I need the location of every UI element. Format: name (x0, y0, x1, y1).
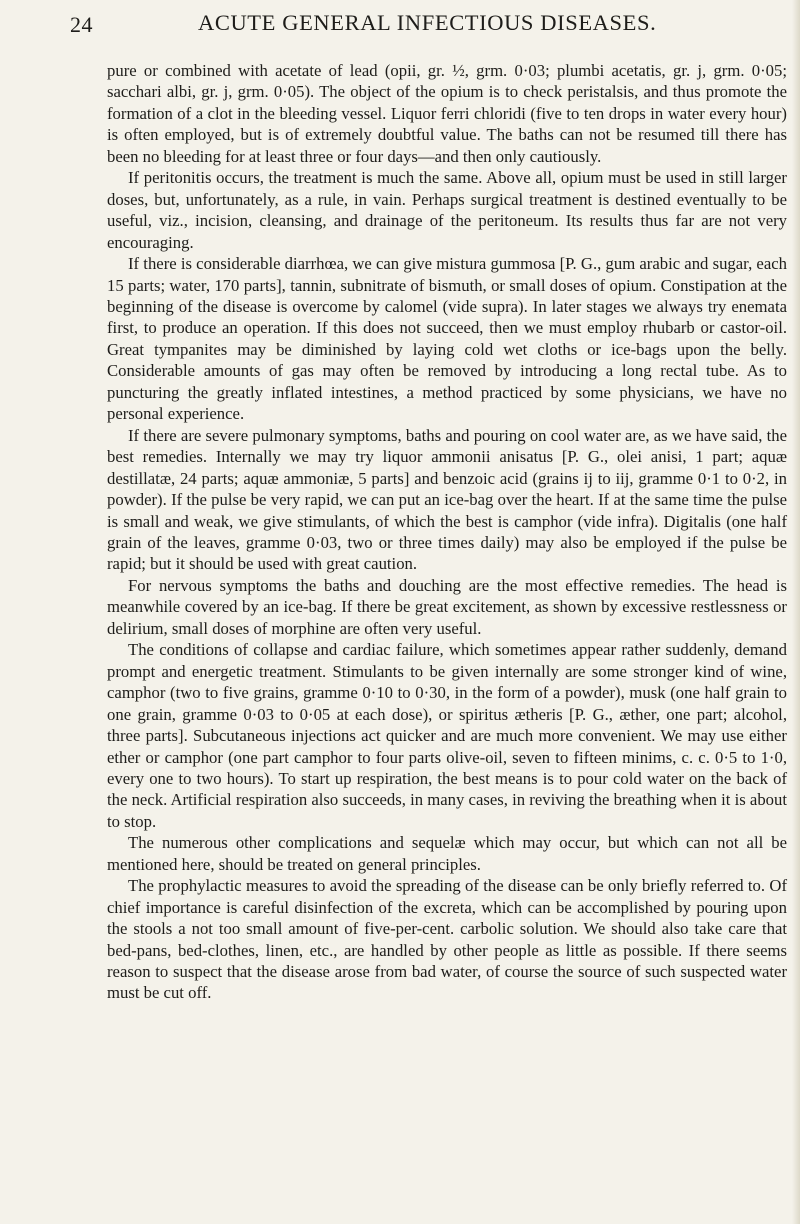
paragraph-complications: The numerous other complications and sequelæ which may occur, but which can not all be mentioned here, should be treated on general principles. (107, 833, 787, 874)
paragraph-prophylaxis: The prophylactic measures to avoid the spreading of the disease can be only briefly referred to. Of chief importance is careful disinfection of the excreta, which can be accomplished by pouring upon the stools a not too small amount of five-per-cent. carbolic solution. We should also take care that bed-pans, bed-clothes, linen, etc., are handled by other people as little as possible. If there seems reason to suspect that the disease arose from bad water, of course the source of such suspected water must be cut off. (107, 876, 787, 1003)
paragraph-pulmonary: If there are severe pulmonary symptoms, baths and pouring on cool water are, as we have said, the best remedies. Internally we may try liquor ammonii anisatus [P. G., olei anisi, 1 part; aquæ destillatæ, 24 parts; aquæ ammoniæ, 5 parts] and benzoic acid (grains ij to iij, gramme 0·1 to 0·2, in powder). If the pulse be very rapid, we can put an ice-bag over the heart. If at the same time the pulse is small and weak, we give stimulants, of which the best is camphor (vide infra). Digitalis (one half grain of the leaves, gramme 0·03, two or three times daily) may also be employed if the pulse be rapid; but it should be used with great caution. (107, 425, 787, 574)
paragraph-collapse: The conditions of collapse and cardiac failure, which sometimes appear rather suddenly, demand prompt and energetic treatment. Stimulants to be given internally are some stronger kind of wine, camphor (two to five grains, gramme 0·10 to 0·30, in the form of a powder), musk (one half grain to one grain, gramme 0·03 to 0·05 at each dose), or spiritus ætheris [P. G., æther, one part; alcohol, three parts]. Subcutaneous injections act quicker and are much more convenient. We may use either ether or camphor (one part camphor to four parts olive-oil, seven to fifteen minims, c. c. 0·5 to 1·0, every one to two hours). To start up respiration, the best means is to pour cold water on the back of the neck. Artificial respiration also succeeds, in many cases, in reviving the breathing when it is about to stop. (107, 640, 787, 831)
running-head (70, 6, 800, 40)
paragraph-diarrhoea: If there is considerable diarrhœa, we can give mistura gummosa [P. G., gum arabic and sugar, each 15 parts; water, 170 parts], tannin, subnitrate of bismuth, or small doses of opium. Constipation at the beginning of the disease is overcome by calomel (vide supra). In later stages we always try enemata first, to produce an operation. If this does not succeed, then we must employ rhubarb or castor-oil. Great tympanites may be diminished by laying cold wet cloths or ice-bags upon the belly. Considerable amounts of gas may often be removed by introducing a long rectal tube. As to puncturing the greatly inflated intestines, a method practiced by some physicians, we have no personal experience. (107, 254, 787, 424)
paragraph-nervous: For nervous symptoms the baths and douching are the most effective remedies. The head is meanwhile covered by an ice-bag. If there be great excitement, as shown by excessive restlessness or delirium, small doses of morphine are often very useful. (107, 575, 787, 638)
page-number: 24 (70, 12, 93, 37)
page-edge-shadow (792, 0, 800, 1224)
paragraph-peritonitis: If peritonitis occurs, the treatment is much the same. Above all, opium must be used in still larger doses, but, unfortunately, as a rule, in vain. Perhaps surgical treatment is destined eventually to be useful, viz., incision, cleansing, and drainage of the peritoneum. Its results thus far are not very encouraging. (107, 168, 787, 252)
running-title: ACUTE GENERAL INFECTIOUS DISEASES. (198, 10, 657, 35)
paragraph-opium-dose: pure or combined with acetate of lead (opii, gr. ½, grm. 0·03; plumbi acetatis, gr. j, grm. 0·05; sacchari albi, gr. j, grm. 0·05). The object of the opium is to check peristalsis, and thus promote the formation of a clot in the bleeding vessel. Liquor ferri chloridi (five to ten drops in water every hour) is often employed, but is of extremely doubtful value. The baths can not be resumed till there has been no bleeding for at least three or four days—and then only cautiously. (107, 61, 787, 166)
body-text (107, 60, 787, 1004)
